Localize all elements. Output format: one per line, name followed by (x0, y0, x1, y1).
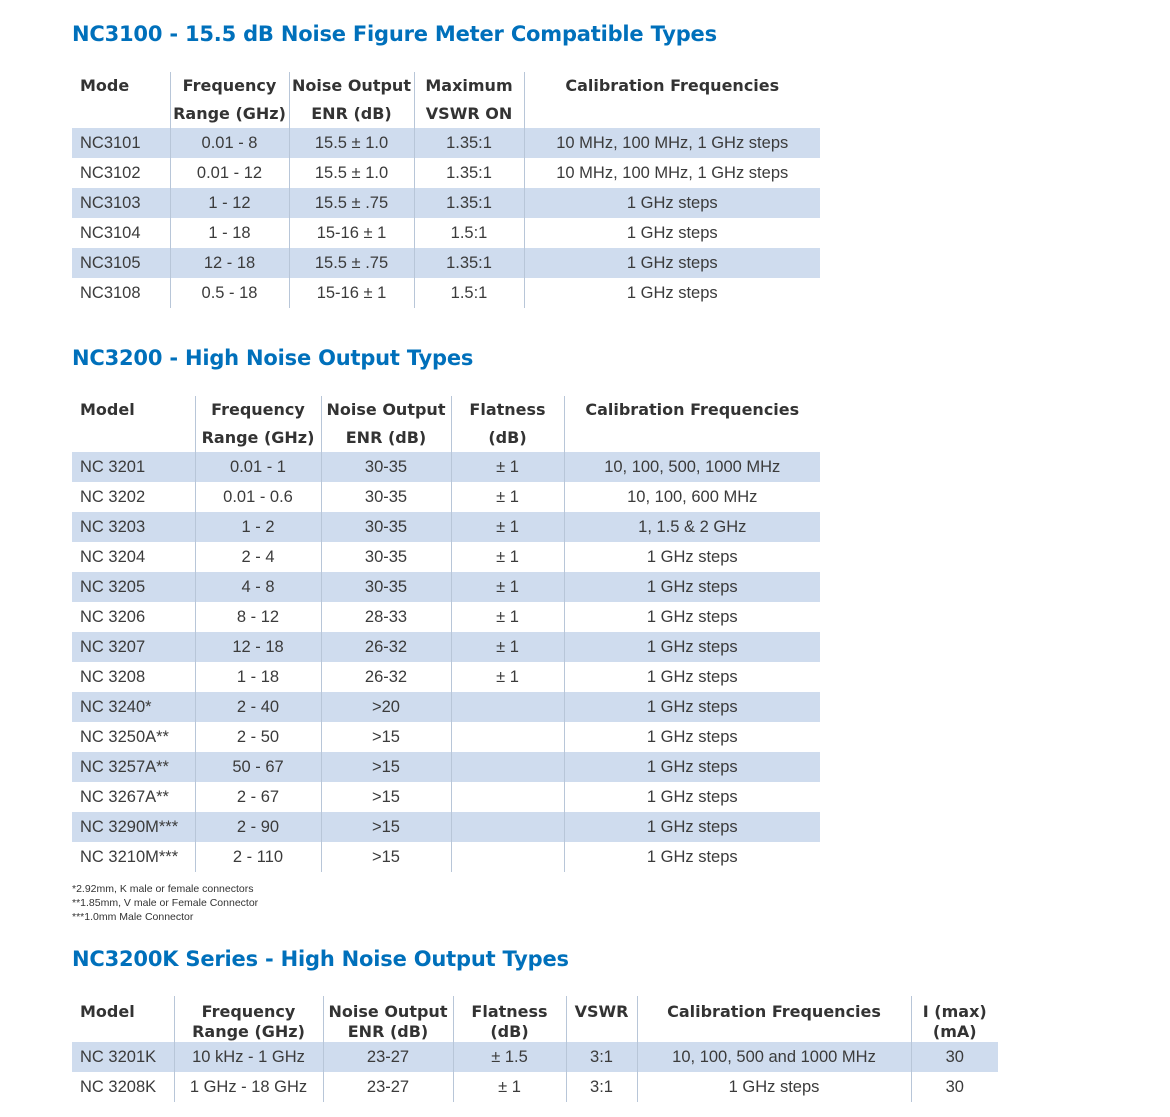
header-row (72, 396, 820, 452)
table-cell: ± 1 (451, 482, 564, 512)
table-row (72, 842, 820, 872)
table-cell: NC3103 (72, 188, 170, 218)
table-cell: 15.5 ± .75 (289, 188, 414, 218)
table-cell: 2 - 40 (195, 692, 321, 722)
table-cell: 10, 100, 600 MHz (564, 482, 820, 512)
section-title-nc3200: NC3200 - High Noise Output Types (72, 346, 474, 370)
table-cell: NC 3202 (80, 487, 146, 506)
table-row (72, 752, 820, 782)
table-row (72, 662, 820, 692)
table-cell: 1 GHz steps (524, 218, 820, 248)
table-cell: 1, 1.5 & 2 GHz (564, 512, 820, 542)
table-cell: >20 (321, 692, 451, 722)
header-line: (mA) (932, 1022, 977, 1041)
footnotes (72, 882, 258, 924)
table-cell: NC 3240* (72, 692, 195, 722)
table-cell: 1 - 2 (195, 512, 321, 542)
table-cell: ± 1 (453, 1072, 566, 1102)
header-line: Noise Output (292, 76, 411, 95)
table-cell: ± 1 (451, 452, 564, 482)
table-cell: 1 GHz steps (564, 572, 820, 602)
table-cell: NC 3201K (72, 1042, 174, 1072)
table-cell: 1 GHz steps (564, 632, 820, 662)
column-header (289, 72, 414, 128)
table-cell: 8 - 12 (195, 602, 321, 632)
table-row (72, 812, 820, 842)
column-header (170, 72, 289, 128)
header-line: Range (GHz) (201, 428, 315, 447)
table-cell (451, 692, 564, 722)
table-cell: 1 GHz steps (564, 812, 820, 842)
table-cell: 10 MHz, 100 MHz, 1 GHz steps (524, 128, 820, 158)
table-cell: 0.01 - 1 (195, 452, 321, 482)
column-header (195, 396, 321, 452)
table-cell: 1 - 18 (170, 218, 289, 248)
table-cell: 1 GHz steps (564, 602, 820, 632)
header-row (72, 996, 998, 1042)
table-cell: NC 3257A** (72, 752, 195, 782)
table-cell: 1.35:1 (414, 248, 524, 278)
header-line: Flatness (471, 1002, 548, 1021)
table-cell: 30 (911, 1072, 998, 1102)
table-cell: 1.5:1 (414, 218, 524, 248)
header-line: ENR (dB) (345, 428, 427, 447)
table-cell: >15 (321, 842, 451, 872)
table-cell: NC 3208K (80, 1077, 157, 1096)
table-row (72, 632, 820, 662)
footnote: ***1.0mm Male Connector (72, 911, 194, 923)
table-row (72, 158, 820, 188)
column-header (72, 396, 195, 452)
column-header (321, 396, 451, 452)
header-line: Calibration Frequencies (565, 76, 780, 95)
table-cell: 15-16 ± 1 (289, 218, 414, 248)
table-cell: 50 - 67 (195, 752, 321, 782)
table-cell: 1 GHz - 18 GHz (174, 1072, 323, 1102)
table-cell: 0.01 - 8 (170, 128, 289, 158)
table-cell: 15.5 ± 1.0 (289, 158, 414, 188)
table-cell (451, 722, 564, 752)
table-cell: 1.5:1 (414, 278, 524, 308)
table-cell (451, 842, 564, 872)
table-cell: NC 3203 (72, 512, 195, 542)
table-row (72, 452, 820, 482)
header-line: Noise Output (328, 1002, 448, 1021)
table-cell: >15 (321, 812, 451, 842)
table-row (72, 512, 820, 542)
header-line: (dB) (488, 428, 527, 447)
header-line: I (max) (922, 1002, 987, 1021)
table-cell: 30-35 (321, 542, 451, 572)
table-cell: 1 GHz steps (637, 1072, 911, 1102)
table-cell: 23-27 (323, 1042, 453, 1072)
table-cell: 1 - 12 (170, 188, 289, 218)
table-cell: ± 1 (451, 602, 564, 632)
table-cell: 12 - 18 (170, 248, 289, 278)
table-cell: 0.01 - 12 (170, 158, 289, 188)
table-cell: >15 (321, 722, 451, 752)
table-row (72, 482, 820, 512)
column-header (911, 996, 998, 1042)
header-line: Frequency (201, 1002, 296, 1021)
table-cell: 10, 100, 500, 1000 MHz (564, 452, 820, 482)
nc3200-table (72, 396, 820, 872)
table-cell: 30-35 (321, 452, 451, 482)
table-cell: 30 (911, 1042, 998, 1072)
header-line: ENR (dB) (347, 1022, 429, 1041)
header-line: (dB) (490, 1022, 529, 1041)
table-cell: >15 (321, 752, 451, 782)
table-cell: 1 - 18 (195, 662, 321, 692)
table-cell: 1 GHz steps (564, 782, 820, 812)
table-cell: NC 3210M*** (80, 847, 179, 866)
table-cell (451, 782, 564, 812)
table-row (72, 1042, 998, 1072)
table-cell: 1 GHz steps (564, 662, 820, 692)
table-cell: 0.01 - 0.6 (195, 482, 321, 512)
nc3100-table (72, 72, 820, 308)
table-row (72, 278, 820, 308)
table-cell (451, 812, 564, 842)
column-header (323, 996, 453, 1042)
table-cell: 15.5 ± .75 (289, 248, 414, 278)
table-cell: ± 1 (451, 542, 564, 572)
table-cell: 30-35 (321, 482, 451, 512)
table-cell: ± 1 (451, 632, 564, 662)
table-cell: 2 - 4 (195, 542, 321, 572)
table-cell: NC 3206 (80, 607, 146, 626)
header-line: VSWR ON (425, 104, 513, 123)
table-cell: NC 3201 (72, 452, 195, 482)
table-cell: 1 GHz steps (564, 752, 820, 782)
table-row (72, 782, 820, 812)
header-line: Noise Output (326, 400, 446, 419)
table-cell: NC 3267A** (80, 787, 169, 806)
footnote: **1.85mm, V male or Female Connector (72, 897, 259, 909)
table-cell: 30-35 (321, 572, 451, 602)
section-title-nc3200k: NC3200K Series - High Noise Output Types (72, 947, 569, 971)
table-row (72, 1072, 998, 1102)
table-cell: NC 3250A** (80, 727, 169, 746)
table-cell: 1 GHz steps (564, 692, 820, 722)
table-cell: NC 3207 (72, 632, 195, 662)
table-cell: NC 3204 (80, 547, 146, 566)
table-cell: 1.35:1 (414, 188, 524, 218)
table-row (72, 722, 820, 752)
column-header (72, 996, 174, 1042)
table-cell: ± 1 (451, 512, 564, 542)
table-row (72, 128, 820, 158)
table-cell: 23-27 (323, 1072, 453, 1102)
header-line: Maximum (425, 76, 513, 95)
header-line: Mode (80, 76, 130, 95)
table-cell: NC 3205 (72, 572, 195, 602)
table-cell: ± 1.5 (453, 1042, 566, 1072)
table-cell: NC3101 (72, 128, 170, 158)
table-cell: 15-16 ± 1 (289, 278, 414, 308)
table-cell: 2 - 67 (195, 782, 321, 812)
table-cell: 2 - 90 (195, 812, 321, 842)
table-row (72, 692, 820, 722)
table-cell: 4 - 8 (195, 572, 321, 602)
header-line: Frequency (211, 400, 305, 419)
header-line: Model (80, 400, 135, 419)
table-row (72, 542, 820, 572)
table-cell: 1 GHz steps (524, 248, 820, 278)
section-title-nc3100: NC3100 - 15.5 dB Noise Figure Meter Compatible Types (72, 22, 717, 46)
column-header (414, 72, 524, 128)
column-header (566, 996, 637, 1042)
header-line: Calibration Frequencies (667, 1002, 881, 1021)
header-line: Calibration Frequencies (585, 400, 800, 419)
header-line: ENR (dB) (311, 104, 392, 123)
column-header (524, 72, 820, 128)
table-cell: 30-35 (321, 512, 451, 542)
nc3200k-table (72, 996, 998, 1102)
table-row (72, 188, 820, 218)
table-cell: 10 kHz - 1 GHz (174, 1042, 323, 1072)
column-header (174, 996, 323, 1042)
table-cell: NC 3290M*** (72, 812, 195, 842)
table-cell: 0.5 - 18 (170, 278, 289, 308)
table-cell: 1 GHz steps (564, 842, 820, 872)
table-cell: NC 3208 (80, 667, 146, 686)
table-cell: 1 GHz steps (524, 188, 820, 218)
table-cell: 12 - 18 (195, 632, 321, 662)
table-cell: 1 GHz steps (524, 278, 820, 308)
header-line: Range (GHz) (192, 1022, 305, 1041)
header-row (72, 72, 820, 128)
table-cell: 2 - 50 (195, 722, 321, 752)
table-cell: 26-32 (321, 662, 451, 692)
table-row (72, 218, 820, 248)
column-header (72, 72, 170, 128)
header-line: Range (GHz) (173, 104, 286, 123)
table-cell: 2 - 110 (195, 842, 321, 872)
table-cell: 1 GHz steps (564, 542, 820, 572)
table-cell: NC3108 (80, 283, 141, 302)
table-row (72, 572, 820, 602)
table-cell: 10, 100, 500 and 1000 MHz (637, 1042, 911, 1072)
table-cell (451, 752, 564, 782)
header-line: Flatness (469, 400, 546, 419)
table-cell: 26-32 (321, 632, 451, 662)
table-cell: 10 MHz, 100 MHz, 1 GHz steps (524, 158, 820, 188)
table-cell: 28-33 (321, 602, 451, 632)
table-cell: NC3105 (72, 248, 170, 278)
table-cell: ± 1 (451, 572, 564, 602)
column-header (451, 396, 564, 452)
table-cell: 1.35:1 (414, 128, 524, 158)
table-row (72, 602, 820, 632)
table-row (72, 248, 820, 278)
column-header (453, 996, 566, 1042)
table-cell: 1.35:1 (414, 158, 524, 188)
header-line: VSWR (574, 1002, 629, 1021)
table-cell: NC3102 (80, 163, 141, 182)
column-header (637, 996, 911, 1042)
column-header (564, 396, 820, 452)
table-cell: 1 GHz steps (564, 722, 820, 752)
table-cell: ± 1 (451, 662, 564, 692)
header-line: Frequency (182, 76, 277, 95)
table-cell: NC3104 (80, 223, 141, 242)
table-cell: >15 (321, 782, 451, 812)
footnote: *2.92mm, K male or female connectors (72, 883, 254, 895)
header-line: Model (80, 1002, 135, 1021)
table-cell: 3:1 (566, 1042, 637, 1072)
table-cell: 15.5 ± 1.0 (289, 128, 414, 158)
table-cell: 3:1 (566, 1072, 637, 1102)
